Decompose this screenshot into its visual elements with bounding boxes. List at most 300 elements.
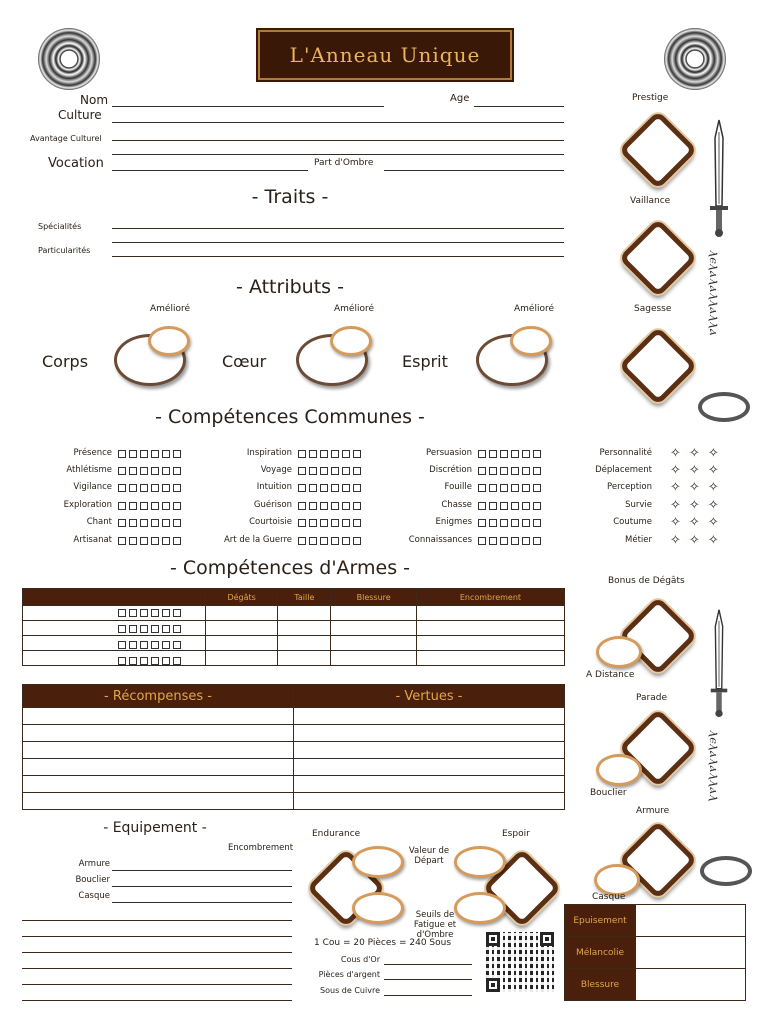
skill-rank-box[interactable] — [162, 450, 170, 458]
weapon-cell[interactable] — [331, 621, 416, 636]
skill-rank-box[interactable] — [500, 537, 508, 545]
weapon-rank-box[interactable] — [162, 609, 170, 617]
skill-rank-box[interactable] — [151, 519, 159, 527]
weapon-rank-boxes — [118, 657, 181, 665]
skill-rank-box[interactable] — [309, 450, 317, 458]
weapon-rank-box[interactable] — [162, 641, 170, 649]
weapon-cell[interactable] — [206, 606, 278, 621]
skill-rank-box[interactable] — [533, 484, 541, 492]
skill-rank-box[interactable] — [129, 519, 137, 527]
celtic-knot-right-icon — [664, 28, 726, 90]
weapon-rank-box[interactable] — [140, 625, 148, 633]
skill-rank-box[interactable] — [151, 502, 159, 510]
skill-rank-boxes — [118, 519, 181, 527]
weapon-rank-box[interactable] — [151, 641, 159, 649]
favoured-star-icon[interactable]: ✧ — [688, 463, 700, 478]
skill-rank-box[interactable] — [342, 502, 350, 510]
skill-rank-box[interactable] — [320, 502, 328, 510]
skill-rank-box[interactable] — [522, 537, 530, 545]
skill-rank-box[interactable] — [118, 537, 126, 545]
favoured-star-icon[interactable]: ✧ — [688, 498, 700, 513]
equip-line[interactable] — [22, 936, 292, 937]
skill-rank-boxes — [478, 519, 541, 527]
skill-rank-box[interactable] — [129, 502, 137, 510]
skill-rank-box[interactable] — [500, 450, 508, 458]
skill-rank-boxes — [298, 484, 361, 492]
skill-label: Voyage — [260, 465, 292, 475]
skill-rank-box[interactable] — [118, 467, 126, 475]
favoured-star-icon[interactable]: ✧ — [688, 533, 700, 548]
skill-rank-boxes — [478, 467, 541, 475]
skill-rank-box[interactable] — [331, 484, 339, 492]
elvish-script-icon-2: ⲗⲉⲗⲁⲗⲁⲗⲗⲁⲗ — [706, 730, 721, 802]
virtue-cell[interactable] — [294, 725, 565, 742]
skill-rank-box[interactable] — [522, 484, 530, 492]
ring-icon — [698, 392, 750, 422]
culture-label: Culture — [58, 108, 102, 122]
skill-rank-box[interactable] — [309, 537, 317, 545]
vaillance-diamond[interactable] — [618, 218, 697, 297]
status-epuisement-cell[interactable] — [636, 905, 746, 937]
skill-group-stars — [670, 480, 719, 495]
weapon-cell[interactable] — [416, 651, 564, 666]
skill-rank-box[interactable] — [162, 519, 170, 527]
skill-rank-box[interactable] — [173, 467, 181, 475]
nom-field[interactable] — [112, 106, 384, 107]
bouclier-oval[interactable] — [596, 754, 642, 786]
skill-rank-box[interactable] — [151, 537, 159, 545]
valeur-depart-label: Valeur de Départ — [408, 846, 450, 866]
parade-label: Parade — [636, 693, 668, 703]
skill-rank-box[interactable] — [353, 519, 361, 527]
weapons-header-taille: Taille — [278, 589, 331, 606]
cou-label: Cous d'Or — [340, 955, 380, 964]
skill-rank-box[interactable] — [511, 537, 519, 545]
skill-rank-box[interactable] — [309, 467, 317, 475]
reward-cell[interactable] — [23, 725, 294, 742]
skill-rank-boxes — [118, 450, 181, 458]
favoured-star-icon[interactable]: ✧ — [688, 480, 700, 495]
skill-rank-box[interactable] — [140, 502, 148, 510]
weapon-rank-box[interactable] — [129, 609, 137, 617]
vocation-field[interactable] — [112, 170, 308, 171]
reward-row[interactable] — [23, 708, 565, 725]
weapon-rank-box[interactable] — [151, 657, 159, 665]
equip-line[interactable] — [22, 1000, 292, 1001]
prestige-diamond[interactable] — [618, 110, 697, 189]
favoured-star-icon[interactable]: ✧ — [670, 533, 681, 548]
equip-line[interactable] — [22, 920, 292, 921]
virtue-cell[interactable] — [294, 742, 565, 759]
sagesse-label: Sagesse — [634, 304, 672, 314]
skill-rank-box[interactable] — [140, 519, 148, 527]
part-ombre-label: Part d'Ombre — [314, 158, 374, 168]
skill-group-label: Personnalité — [599, 448, 652, 458]
favoured-star-icon[interactable]: ✧ — [707, 463, 719, 478]
skill-rank-box[interactable] — [162, 537, 170, 545]
weapon-row[interactable] — [23, 651, 565, 666]
skill-rank-box[interactable] — [511, 519, 519, 527]
sous-label: Sous de Cuivre — [320, 986, 380, 995]
skill-rank-box[interactable] — [140, 467, 148, 475]
reward-cell[interactable] — [23, 708, 294, 725]
skill-rank-box[interactable] — [533, 502, 541, 510]
reward-cell[interactable] — [23, 793, 294, 810]
skill-rank-box[interactable] — [342, 467, 350, 475]
avantage-field[interactable] — [112, 140, 564, 141]
skill-rank-box[interactable] — [500, 484, 508, 492]
weapon-rank-box[interactable] — [173, 641, 181, 649]
skill-rank-box[interactable] — [522, 450, 530, 458]
skill-rank-box[interactable] — [489, 519, 497, 527]
skill-rank-box[interactable] — [320, 450, 328, 458]
skill-rank-box[interactable] — [320, 484, 328, 492]
skill-rank-box[interactable] — [129, 537, 137, 545]
espoir-label: Espoir — [502, 829, 530, 839]
equip-armure-label: Armure — [78, 859, 110, 869]
status-melancolie-cell[interactable] — [636, 937, 746, 969]
skill-rank-box[interactable] — [140, 450, 148, 458]
weapon-rank-boxes — [118, 641, 181, 649]
weapon-rank-box[interactable] — [118, 625, 126, 633]
weapon-rank-box[interactable] — [151, 625, 159, 633]
age-label: Age — [450, 93, 470, 104]
reward-cell[interactable] — [23, 742, 294, 759]
weapon-rank-box[interactable] — [140, 657, 148, 665]
specialites-field-2[interactable] — [112, 242, 564, 243]
skill-rank-boxes — [298, 450, 361, 458]
equip-line[interactable] — [22, 984, 292, 985]
weapon-rank-box[interactable] — [140, 641, 148, 649]
weapon-rank-box[interactable] — [118, 657, 126, 665]
cou-field[interactable] — [384, 964, 472, 965]
skill-group-stars — [670, 498, 719, 513]
skill-rank-box[interactable] — [173, 519, 181, 527]
esprit-improved-oval[interactable] — [510, 326, 552, 356]
favoured-star-icon[interactable]: ✧ — [707, 515, 719, 530]
skill-rank-box[interactable] — [298, 467, 306, 475]
competences-title: - Compétences Communes - — [155, 406, 425, 428]
armes-title: - Compétences d'Armes - — [169, 557, 411, 579]
skill-rank-box[interactable] — [331, 537, 339, 545]
skill-rank-box[interactable] — [173, 484, 181, 492]
skill-rank-box[interactable] — [173, 502, 181, 510]
weapon-rank-boxes — [118, 625, 181, 633]
weapon-rank-box[interactable] — [173, 625, 181, 633]
favoured-star-icon[interactable]: ✧ — [670, 515, 681, 530]
corps-improved-oval[interactable] — [148, 326, 190, 356]
particularites-field[interactable] — [112, 256, 564, 257]
equip-line[interactable] — [22, 952, 292, 953]
skill-rank-box[interactable] — [489, 537, 497, 545]
weapon-rank-box[interactable] — [173, 657, 181, 665]
vocation-label: Vocation — [48, 156, 104, 171]
skill-rank-box[interactable] — [173, 537, 181, 545]
celtic-knot-left-icon — [38, 28, 100, 90]
esprit-label: Esprit — [402, 352, 448, 371]
favoured-star-icon[interactable]: ✧ — [688, 515, 700, 530]
weapon-rank-box[interactable] — [151, 609, 159, 617]
money-rate: 1 Cou = 20 Pièces = 240 Sous — [314, 938, 452, 948]
weapon-cell[interactable] — [416, 621, 564, 636]
logo-text: L'Anneau Unique — [289, 43, 481, 67]
reward-row[interactable] — [23, 742, 565, 759]
weapon-cell[interactable] — [206, 621, 278, 636]
skill-rank-box[interactable] — [478, 519, 486, 527]
coeur-improved-oval[interactable] — [330, 326, 372, 356]
avantage-field-2[interactable] — [112, 154, 564, 155]
age-field[interactable] — [474, 106, 564, 107]
encombrement-label: Encombrement — [228, 843, 294, 853]
skill-rank-boxes — [298, 502, 361, 510]
skill-rank-box[interactable] — [331, 467, 339, 475]
weapon-rank-box[interactable] — [162, 657, 170, 665]
skill-rank-box[interactable] — [353, 450, 361, 458]
skill-group-label: Survie — [625, 500, 652, 510]
skill-rank-box[interactable] — [478, 450, 486, 458]
bouclier-label: Bouclier — [590, 788, 627, 798]
weapon-row[interactable] — [23, 606, 565, 621]
a-distance-oval[interactable] — [596, 636, 642, 668]
equip-bouclier-field[interactable] — [112, 886, 292, 887]
weapon-cell[interactable] — [278, 651, 331, 666]
skill-rank-box[interactable] — [489, 467, 497, 475]
favoured-star-icon[interactable]: ✧ — [670, 446, 681, 461]
skill-rank-box[interactable] — [298, 519, 306, 527]
equip-armure-field[interactable] — [112, 870, 292, 871]
weapon-rank-box[interactable] — [162, 625, 170, 633]
skill-rank-box[interactable] — [511, 467, 519, 475]
weapon-cell[interactable] — [278, 606, 331, 621]
equip-line[interactable] — [22, 968, 292, 969]
virtue-cell[interactable] — [294, 708, 565, 725]
virtue-cell[interactable] — [294, 759, 565, 776]
weapon-cell[interactable] — [416, 636, 564, 651]
skill-rank-box[interactable] — [511, 484, 519, 492]
weapon-row[interactable] — [23, 636, 565, 651]
armure-label: Armure — [636, 806, 670, 816]
status-row — [565, 969, 746, 1001]
weapon-rank-box[interactable] — [129, 625, 137, 633]
reward-row[interactable] — [23, 793, 565, 810]
prestige-label: Prestige — [632, 93, 669, 103]
reward-row[interactable] — [23, 776, 565, 793]
skill-rank-box[interactable] — [353, 484, 361, 492]
skill-rank-box[interactable] — [478, 502, 486, 510]
skill-rank-box[interactable] — [129, 450, 137, 458]
skill-label: Athlétisme — [66, 465, 112, 475]
skill-rank-box[interactable] — [342, 537, 350, 545]
attributs-title: - Attributs - — [236, 276, 344, 298]
sagesse-diamond[interactable] — [618, 326, 697, 405]
favoured-star-icon[interactable]: ✧ — [707, 480, 719, 495]
favoured-star-icon[interactable]: ✧ — [670, 463, 681, 478]
weapon-cell[interactable] — [416, 606, 564, 621]
weapons-header-blank — [23, 589, 206, 606]
sous-field[interactable] — [384, 995, 472, 996]
skill-rank-box[interactable] — [162, 502, 170, 510]
skill-label: Art de la Guerre — [223, 535, 292, 545]
skill-rank-box[interactable] — [342, 519, 350, 527]
corps-improved-label: Amélioré — [150, 304, 191, 314]
favoured-star-icon[interactable]: ✧ — [707, 498, 719, 513]
weapon-cell[interactable] — [331, 651, 416, 666]
skill-label: Courtoisie — [249, 517, 292, 527]
skill-rank-box[interactable] — [511, 450, 519, 458]
skill-rank-box[interactable] — [478, 467, 486, 475]
skill-rank-box[interactable] — [151, 450, 159, 458]
skill-rank-box[interactable] — [298, 537, 306, 545]
weapon-cell[interactable] — [278, 636, 331, 651]
skill-rank-box[interactable] — [489, 502, 497, 510]
status-blessure: Blessure — [565, 969, 636, 1001]
sword-icon — [708, 118, 730, 238]
vertus-title: - Vertues - — [294, 685, 565, 708]
skill-rank-box[interactable] — [500, 519, 508, 527]
weapons-table — [22, 588, 565, 666]
skill-rank-box[interactable] — [309, 502, 317, 510]
endurance-start-oval[interactable] — [352, 846, 404, 878]
skill-rank-box[interactable] — [298, 450, 306, 458]
endurance-threshold-oval[interactable] — [352, 892, 404, 924]
skill-rank-box[interactable] — [331, 502, 339, 510]
skill-rank-box[interactable] — [151, 467, 159, 475]
skill-rank-box[interactable] — [173, 450, 181, 458]
reward-row[interactable] — [23, 725, 565, 742]
skill-rank-box[interactable] — [162, 484, 170, 492]
skill-rank-box[interactable] — [140, 484, 148, 492]
skill-rank-box[interactable] — [162, 467, 170, 475]
skill-rank-box[interactable] — [353, 537, 361, 545]
skill-rank-box[interactable] — [478, 537, 486, 545]
skill-rank-box[interactable] — [533, 537, 541, 545]
skill-label: Chasse — [441, 500, 472, 510]
skill-rank-box[interactable] — [151, 484, 159, 492]
particularites-label: Particularités — [38, 246, 91, 255]
skill-label: Présence — [73, 448, 112, 458]
weapon-cell[interactable] — [331, 606, 416, 621]
rewards-header-row — [23, 685, 565, 708]
skill-rank-box[interactable] — [533, 519, 541, 527]
skill-rank-box[interactable] — [129, 467, 137, 475]
weapon-rank-box[interactable] — [140, 609, 148, 617]
skill-label: Connaissances — [408, 535, 472, 545]
skill-rank-box[interactable] — [129, 484, 137, 492]
skill-rank-box[interactable] — [533, 450, 541, 458]
skill-rank-box[interactable] — [309, 519, 317, 527]
skill-rank-boxes — [118, 537, 181, 545]
virtue-cell[interactable] — [294, 793, 565, 810]
skill-rank-box[interactable] — [522, 502, 530, 510]
part-ombre-field[interactable] — [384, 170, 564, 171]
virtue-cell[interactable] — [294, 776, 565, 793]
ring-icon-2 — [700, 856, 752, 886]
skill-rank-box[interactable] — [500, 467, 508, 475]
skill-group-label: Coutume — [613, 517, 652, 527]
rewards-virtues-table — [22, 684, 565, 810]
reward-cell[interactable] — [23, 759, 294, 776]
skill-rank-box[interactable] — [118, 502, 126, 510]
favoured-star-icon[interactable]: ✧ — [670, 480, 681, 495]
weapon-rank-box[interactable] — [118, 641, 126, 649]
culture-field[interactable] — [112, 122, 564, 123]
weapon-rank-box[interactable] — [129, 657, 137, 665]
skill-rank-box[interactable] — [511, 502, 519, 510]
skill-rank-box[interactable] — [320, 537, 328, 545]
skill-rank-box[interactable] — [342, 450, 350, 458]
weapon-cell[interactable] — [206, 651, 278, 666]
favoured-star-icon[interactable]: ✧ — [707, 446, 719, 461]
skill-rank-box[interactable] — [500, 502, 508, 510]
sword-icon-2 — [708, 608, 730, 718]
skill-rank-box[interactable] — [118, 484, 126, 492]
endurance-label: Endurance — [312, 829, 361, 839]
skill-rank-box[interactable] — [320, 467, 328, 475]
weapon-rank-box[interactable] — [173, 609, 181, 617]
skill-rank-box[interactable] — [309, 484, 317, 492]
skill-rank-box[interactable] — [320, 519, 328, 527]
weapon-cell[interactable] — [278, 621, 331, 636]
weapon-rank-box[interactable] — [118, 609, 126, 617]
skill-rank-box[interactable] — [522, 519, 530, 527]
skill-rank-box[interactable] — [342, 484, 350, 492]
pieces-field[interactable] — [384, 979, 472, 980]
skill-rank-box[interactable] — [489, 450, 497, 458]
skill-label: Exploration — [63, 500, 112, 510]
skill-group-label: Métier — [625, 535, 652, 545]
weapon-cell[interactable] — [206, 636, 278, 651]
skill-rank-boxes — [478, 450, 541, 458]
skill-rank-box[interactable] — [331, 450, 339, 458]
favoured-star-icon[interactable]: ✧ — [670, 498, 681, 513]
favoured-star-icon[interactable]: ✧ — [688, 446, 700, 461]
favoured-star-icon[interactable]: ✧ — [707, 533, 719, 548]
weapon-rank-box[interactable] — [129, 641, 137, 649]
skill-rank-box[interactable] — [298, 502, 306, 510]
a-distance-label: A Distance — [586, 670, 635, 680]
skill-rank-box[interactable] — [118, 450, 126, 458]
skill-rank-box[interactable] — [489, 484, 497, 492]
skill-label: Persuasion — [426, 448, 472, 458]
skill-rank-box[interactable] — [353, 502, 361, 510]
equipement-title: - Equipement - — [103, 820, 207, 836]
reward-row[interactable] — [23, 759, 565, 776]
espoir-start-oval[interactable] — [454, 846, 506, 878]
skill-rank-boxes — [478, 502, 541, 510]
skill-rank-box[interactable] — [118, 519, 126, 527]
specialites-label: Spécialités — [38, 222, 82, 231]
skill-label: Guérison — [253, 500, 292, 510]
skill-rank-box[interactable] — [522, 467, 530, 475]
skill-label: Artisanat — [73, 535, 112, 545]
skill-rank-box[interactable] — [533, 467, 541, 475]
weapon-row[interactable] — [23, 621, 565, 636]
skill-group-stars — [670, 533, 719, 548]
status-blessure-cell[interactable] — [636, 969, 746, 1001]
specialites-field[interactable] — [112, 228, 564, 229]
equip-casque-field[interactable] — [112, 902, 292, 903]
weapon-cell[interactable] — [331, 636, 416, 651]
traits-title: - Traits - — [251, 186, 329, 208]
status-epuisement: Epuisement — [565, 905, 636, 937]
reward-cell[interactable] — [23, 776, 294, 793]
skill-rank-box[interactable] — [140, 537, 148, 545]
skill-rank-box[interactable] — [478, 484, 486, 492]
skill-rank-box[interactable] — [353, 467, 361, 475]
skill-rank-box[interactable] — [298, 484, 306, 492]
seuils-label: Seuils de Fatigue et d'Ombre — [413, 910, 457, 940]
skill-rank-box[interactable] — [331, 519, 339, 527]
